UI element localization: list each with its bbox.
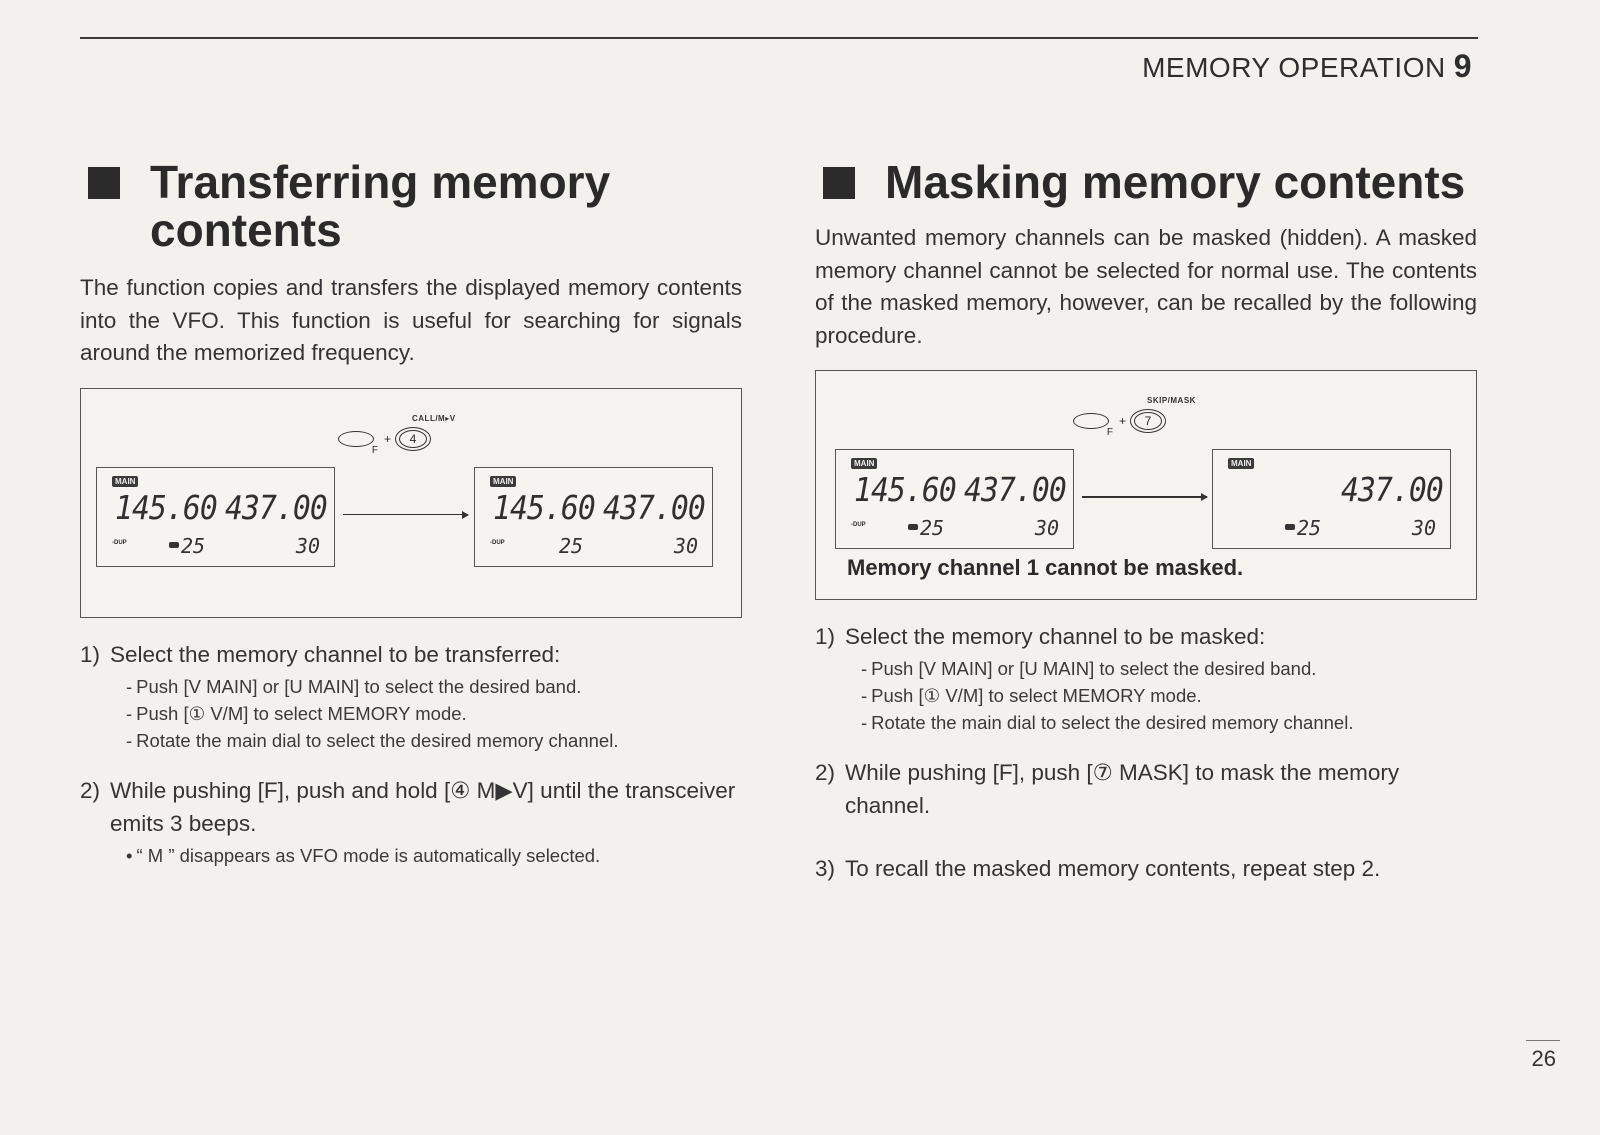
step-substeps (110, 842, 742, 869)
key-function-label: CALL/M▸V (412, 413, 456, 423)
section-title: MEMORY OPERATION (1142, 52, 1446, 83)
page-number: 26 (1531, 1046, 1556, 1071)
substep: - Push [① V/M] to select MEMORY mode. (861, 685, 1202, 706)
heading-square-bullet (88, 167, 120, 199)
heading-square-bullet (823, 167, 855, 199)
step-number: 1) (815, 624, 836, 649)
lcd-after (474, 467, 713, 567)
number-key-icon (1130, 409, 1166, 433)
key-combo (338, 427, 431, 456)
right-band-frequency: 437.00 (603, 487, 705, 527)
transfer-section (80, 150, 742, 869)
main-badge: MAIN (490, 476, 516, 487)
number-key-label: 4 (399, 430, 427, 448)
step-2 (80, 774, 742, 869)
key-function-label: SKIP/MASK (1147, 396, 1196, 405)
left-channel-number: 25 (920, 516, 945, 540)
transfer-intro: The function copies and transfers the displayed memory contents into the VFO. This function is useful for searching for signals around the memorized frequency. (80, 275, 742, 365)
substep: - Push [① V/M] to select MEMORY mode. (126, 702, 467, 724)
transfer-figure (80, 388, 742, 618)
plus-sign: + (384, 431, 392, 446)
masking-steps (815, 620, 1477, 885)
step-2 (815, 756, 1477, 822)
step-number: 2) (815, 760, 836, 785)
step-number: 2) (80, 777, 101, 803)
step-text: Select the memory channel to be masked: (845, 624, 1266, 649)
step-text: To recall the masked memory contents, repeat step 2. (845, 856, 1381, 881)
running-header (1142, 48, 1472, 85)
dup-indicator: -DUP (851, 522, 866, 528)
heading-line-2: contents (150, 204, 342, 256)
step-3 (815, 852, 1477, 885)
step-text: Select the memory channel to be transferred: (110, 641, 561, 667)
right-channel-number: 30 (1034, 516, 1059, 540)
key-combo (1073, 409, 1166, 438)
step-text: While pushing [F], push [⑦ MASK] to mask the memory channel. (845, 760, 1400, 818)
step-1 (80, 638, 742, 754)
step-1 (815, 620, 1477, 736)
number-key-icon (395, 427, 431, 451)
right-channel-number: 30 (295, 533, 320, 558)
memory-mode-icon (169, 542, 179, 548)
dup-indicator: -DUP (112, 539, 127, 546)
heading-line-1: Masking memory contents (885, 156, 1466, 208)
transfer-arrow-icon (343, 514, 468, 516)
chapter-number: 9 (1453, 48, 1472, 84)
left-band-frequency: 145.60 (115, 487, 217, 527)
f-key-icon (1073, 413, 1113, 438)
dup-indicator: -DUP (490, 539, 505, 546)
main-badge: MAIN (1228, 458, 1254, 469)
left-band-frequency: 145.60 (854, 470, 956, 509)
masking-intro: Unwanted memory channels can be masked (hidden). A masked memory channel cannot be selected for normal use. The contents of the masked memory, however, can be recalled by the following procedure. (815, 225, 1477, 348)
step-number: 3) (815, 856, 836, 881)
f-key-label: F (1106, 427, 1113, 438)
f-key-label: F (371, 444, 378, 456)
number-key-label: 7 (1134, 412, 1162, 430)
transfer-heading (80, 158, 742, 254)
substep: - Rotate the main dial to select the desired memory channel. (126, 729, 619, 751)
memory-mode-icon (1285, 524, 1295, 530)
right-band-frequency: 437.00 (1341, 470, 1443, 509)
substep: - Push [V MAIN] or [U MAIN] to select the desired band. (861, 658, 1317, 679)
memory-mode-icon (908, 524, 918, 530)
lcd-before (96, 467, 335, 567)
f-key-icon (338, 431, 378, 456)
right-band-frequency: 437.00 (964, 470, 1066, 509)
left-band-frequency: 145.60 (493, 487, 595, 527)
lcd-before (835, 449, 1074, 549)
right-band-frequency: 437.00 (225, 487, 327, 527)
left-channel-number: 25 (559, 533, 584, 558)
substep: - Rotate the main dial to select the desired memory channel. (861, 712, 1354, 733)
masking-figure (815, 370, 1477, 600)
right-channel-number: 30 (673, 533, 698, 558)
step-substeps (845, 655, 1477, 736)
step-substeps (110, 673, 742, 754)
step-text: While pushing [F], push and hold [④ M▶V] until the transceiver emits 3 beeps. (110, 777, 736, 836)
left-channel-number: 25 (181, 533, 206, 558)
substep: - Push [V MAIN] or [U MAIN] to select the desired band. (126, 675, 582, 697)
masking-heading (815, 158, 1477, 206)
substep: • “ M ” disappears as VFO mode is automatically selected. (126, 844, 601, 866)
masking-section (815, 150, 1477, 885)
plus-sign: + (1119, 414, 1127, 428)
transfer-steps (80, 638, 742, 869)
lcd-after (1212, 449, 1451, 549)
main-badge: MAIN (851, 458, 877, 469)
mask-note: Memory channel 1 cannot be masked. (847, 555, 1244, 580)
right-channel-number: 30 (1411, 516, 1436, 540)
left-channel-number: 25 (1297, 516, 1322, 540)
header-rule (80, 37, 1478, 39)
mask-arrow-icon (1082, 496, 1207, 498)
step-number: 1) (80, 641, 101, 667)
main-badge: MAIN (112, 476, 138, 487)
heading-line-1: Transferring memory (150, 156, 611, 208)
page-number-rule (1526, 1040, 1560, 1041)
